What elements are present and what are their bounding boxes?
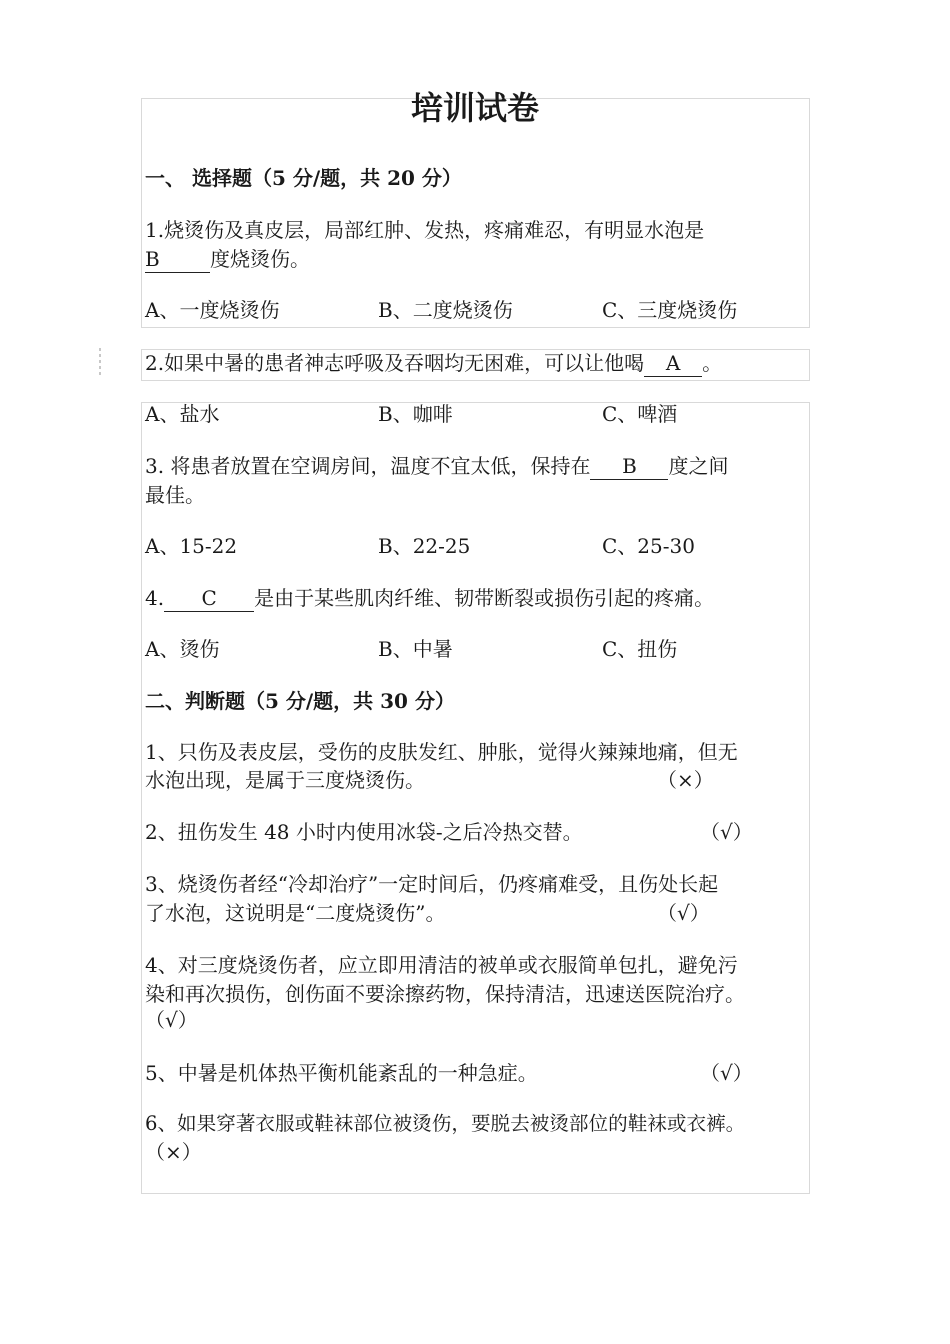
q4-option-a: A、烫伤	[145, 637, 220, 661]
section1-heading: 一、 选择题（5 分/题，共 20 分）	[145, 166, 462, 190]
section2-heading: 二、判断题（5 分/题，共 30 分）	[145, 689, 455, 713]
q3-prefix: 3. 将患者放置在空调房间，温度不宜太低，保持在	[145, 454, 591, 478]
q1-line1: 1.烧烫伤及真皮层，局部红肿、发热，疼痛难忍，有明显水泡是	[145, 218, 705, 242]
j4-mark: （√）	[145, 1008, 198, 1032]
q1-answer-blank: B	[145, 246, 210, 273]
q3-option-c: C、25-30	[602, 534, 695, 558]
j3-line1: 3、烧烫伤者经“冷却治疗”一定时间后，仍疼痛难受，且伤处长起	[145, 872, 719, 896]
j4-line2: 染和再次损伤，创伤面不要涂擦药物，保持清洁，迅速送医院治疗。	[145, 982, 745, 1006]
q3-option-a: A、15-22	[145, 534, 238, 558]
q1-option-b: B、二度烧烫伤	[378, 298, 513, 322]
j3-line2: 了水泡，这说明是“二度烧烫伤”。	[145, 901, 446, 925]
q2-suffix: 。	[702, 351, 723, 375]
q4-line	[145, 583, 714, 613]
j1-line1: 1、只伤及表皮层，受伤的皮肤发红、肿胀，觉得火辣辣地痛，但无	[145, 740, 738, 764]
q3-option-b: B、22-25	[378, 534, 471, 558]
q3-suffix: 度之间	[668, 454, 729, 478]
q1-line2	[145, 244, 310, 274]
q4-option-b: B、中暑	[378, 637, 453, 661]
q3-line1	[145, 451, 728, 481]
q2-option-b: B、咖啡	[378, 402, 453, 426]
j6-line1: 6、如果穿著衣服或鞋袜部位被烫伤，要脱去被烫部位的鞋袜或衣裤。	[145, 1112, 746, 1135]
j2-mark: （√）	[700, 820, 753, 844]
margin-marker	[97, 348, 103, 384]
j5-mark: （√）	[700, 1061, 753, 1085]
j3-mark: （√）	[657, 901, 710, 925]
q4-prefix: 4.	[145, 586, 165, 610]
j4-line1: 4、对三度烧烫伤者，应立即用清洁的被单或衣服简单包扎，避免污	[145, 953, 738, 977]
j5-line1: 5、中暑是机体热平衡机能紊乱的一种急症。	[145, 1061, 538, 1085]
q3-line2: 最佳。	[145, 483, 205, 507]
q1-option-c: C、三度烧烫伤	[602, 298, 738, 322]
j6-mark: （×）	[145, 1140, 202, 1164]
j1-mark: （×）	[657, 768, 714, 792]
page-frame-top	[141, 98, 810, 328]
j1-line2: 水泡出现，是属于三度烧烫伤。	[145, 768, 425, 792]
j2-line1: 2、扭伤发生 48 小时内使用冰袋-之后冷热交替。	[145, 820, 583, 844]
q4-option-c: C、扭伤	[602, 637, 678, 661]
q2-prefix: 2.如果中暑的患者神志呼吸及吞咽均无困难，可以让他喝	[145, 351, 645, 375]
q2-answer-blank: A	[644, 350, 702, 377]
q1-suffix: 度烧烫伤。	[210, 247, 310, 271]
q1-option-a: A、一度烧烫伤	[145, 298, 280, 322]
q2-option-c: C、啤酒	[602, 402, 678, 426]
q3-answer-blank: B	[590, 453, 668, 480]
q2-line	[145, 348, 722, 378]
page-title: 培训试卷	[410, 89, 539, 127]
q4-suffix: 是由于某些肌肉纤维、韧带断裂或损伤引起的疼痛。	[254, 586, 715, 610]
q2-option-a: A、盐水	[145, 402, 220, 426]
q4-answer-blank: C	[164, 585, 254, 612]
